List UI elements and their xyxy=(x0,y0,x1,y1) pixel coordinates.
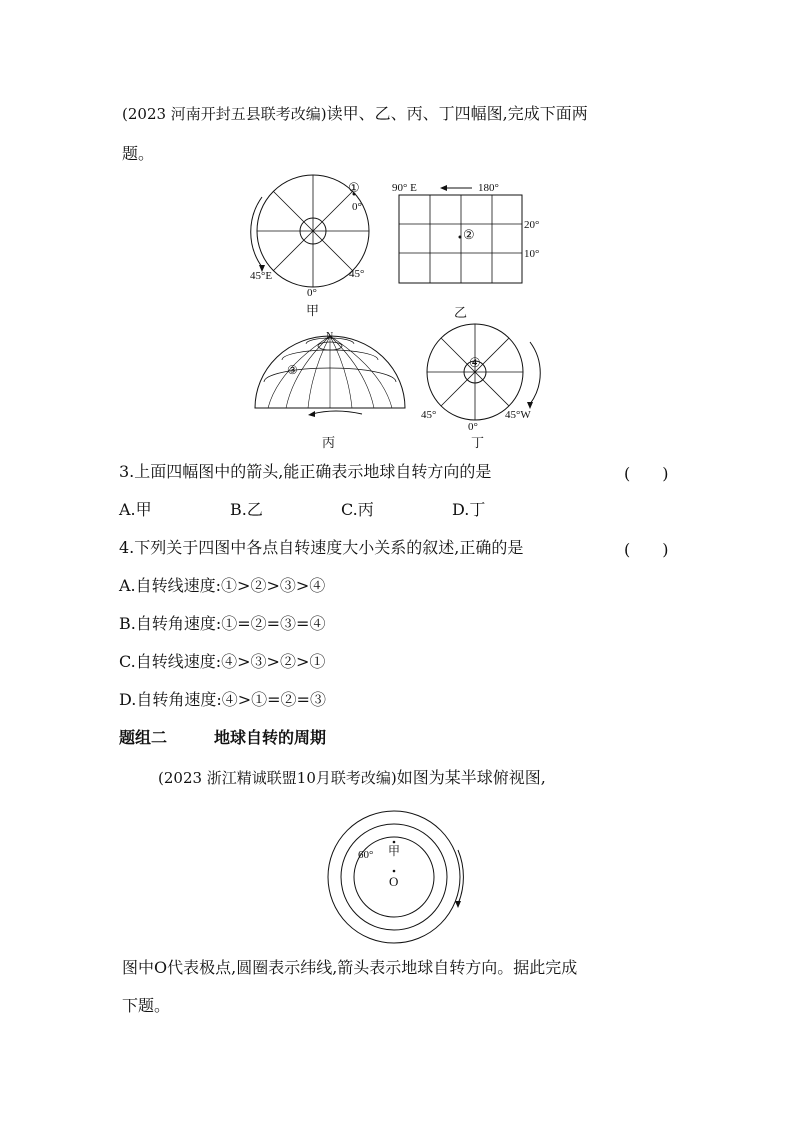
yi-right-top: 180° xyxy=(478,182,499,194)
jia-right-label: 45° xyxy=(349,268,365,280)
jia-caption: 甲 xyxy=(306,304,320,319)
yi-caption: 乙 xyxy=(454,306,468,321)
q4-option-a: A.自转线速度:①>②>③>④ xyxy=(119,576,326,595)
figure-yi xyxy=(390,177,550,287)
figure-ding xyxy=(415,322,555,432)
group2-intro xyxy=(158,767,546,789)
group2-para-2: 下题。 xyxy=(122,996,171,1015)
yi-lat-10: 10° xyxy=(524,248,540,260)
figure-bing xyxy=(250,330,410,420)
group2-subtitle: 地球自转的周期 xyxy=(214,728,327,747)
jia-bottom-label: 0° xyxy=(307,287,317,299)
intro-line-2: 题。 xyxy=(122,144,155,163)
jia-left-label: 45°E xyxy=(250,270,273,282)
hemisphere-pole-label: O xyxy=(389,874,399,889)
q3-option-d: D.丁 xyxy=(452,500,486,519)
yi-marker: ② xyxy=(463,227,475,242)
yi-lat-20: 20° xyxy=(524,219,540,231)
jia-lat-label: 0° xyxy=(352,201,362,213)
q4-stem: 4.下列关于四图中各点自转速度大小关系的叙述,正确的是 xyxy=(119,538,524,557)
q4-option-d: D.自转角速度:④>①=②=③ xyxy=(119,690,326,709)
q3-option-c: C.丙 xyxy=(341,500,374,519)
ding-left-label: 45° xyxy=(421,409,437,421)
figure-hemisphere xyxy=(322,810,472,950)
figure-jia xyxy=(240,172,380,312)
q3-option-b: B.乙 xyxy=(230,500,263,519)
bing-marker: ③ xyxy=(287,363,298,377)
ding-marker: ④ xyxy=(469,355,481,370)
q3-stem: 3.上面四幅图中的箭头,能正确表示地球自转方向的是 xyxy=(119,462,492,481)
hemisphere-lat-label: 60° xyxy=(358,849,374,861)
hemisphere-point-label: 甲 xyxy=(388,844,401,858)
group2-title: 题组二 xyxy=(119,728,168,747)
q4-answer-paren: ( ) xyxy=(624,540,669,559)
intro-source: (2023 河南开封五县联考改编) xyxy=(122,105,327,123)
q4-option-b: B.自转角速度:①=②=③=④ xyxy=(119,614,326,633)
group2-para-1: 图中O代表极点,圆圈表示纬线,箭头表示地球自转方向。据此完成 xyxy=(122,958,578,977)
intro-line-1 xyxy=(122,103,588,125)
ding-bottom-label: 0° xyxy=(468,421,478,433)
q3-answer-paren: ( ) xyxy=(624,464,669,483)
group2-source: (2023 浙江精诚联盟10月联考改编) xyxy=(158,769,397,787)
q4-option-c: C.自转线速度:④>③>②>① xyxy=(119,652,326,671)
group2-intro-text: 如图为某半球俯视图, xyxy=(396,768,546,787)
q3-option-a: A.甲 xyxy=(119,500,152,519)
bing-pole: N xyxy=(326,331,334,342)
ding-caption: 丁 xyxy=(471,436,485,451)
ding-right-label: 45°W xyxy=(505,409,531,421)
yi-left-top: 90° E xyxy=(392,182,417,194)
bing-caption: 丙 xyxy=(322,436,336,451)
jia-marker: ① xyxy=(348,180,360,195)
intro-text: 读甲、乙、丙、丁四幅图,完成下面两 xyxy=(326,104,588,123)
